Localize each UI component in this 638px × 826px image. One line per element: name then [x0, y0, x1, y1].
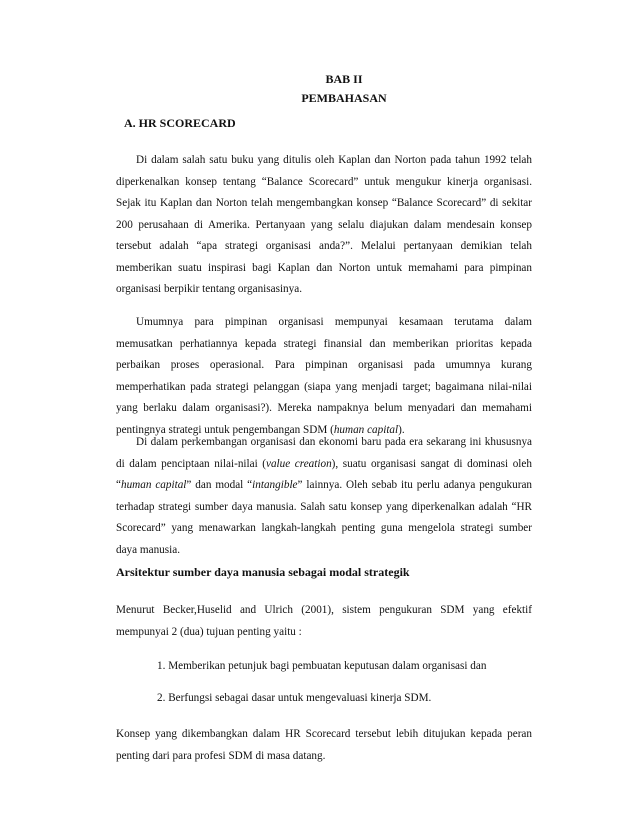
chapter-heading	[0, 70, 638, 108]
paragraph-1	[116, 150, 532, 301]
paragraph-2-end: ).	[398, 423, 405, 436]
list-item: 2. Berfungsi sebagai dasar untuk mengevaluasi kinerja SDM.	[157, 692, 432, 704]
paragraph-5-text: Konsep yang dikembangkan dalam HR Scorecard tersebut lebih ditujukan kepada peran penting dari para profesi SDM di masa datang.	[116, 728, 532, 762]
paragraph-3-emphasis-3: intangible	[252, 479, 298, 491]
subheading: Arsitektur sumber daya manusia sebagai modal strategik	[116, 565, 410, 579]
paragraph-2	[116, 312, 532, 441]
paragraph-3-part-d: ” lainnya. Oleh sebab itu perlu adanya pengukuran terhadap strategi sumber daya manusia. Salah satu konsep yang diperkenalkan adalah “HR Scorecard” yang menawarkan langkah-langkah penting guna mengelola strategi sumber daya manusia.	[116, 479, 533, 556]
paragraph-2-emphasis: human capital	[333, 423, 399, 436]
paragraph-5	[116, 724, 532, 767]
paragraph-3-part-a: Di dalam perkembangan organisasi dan ekonomi baru pada era sekarang ini khususnya di dalam penciptaan nilai-nilai (	[116, 436, 532, 470]
paragraph-3	[116, 432, 532, 561]
paragraph-1-text: Di dalam salah satu buku yang ditulis oleh Kaplan dan Norton pada tahun 1992 telah diperkenalkan konsep tentang “Balance Scorecard” untuk mengukur kinerja organisasi. Sejak itu Kaplan dan Norton telah mengembangkan konsep “Balance Scorecard” di sekitar 200 perusahaan di Amerika. Pertanyaan yang selalu diajukan dalam mendesain konsep tersebut adalah “apa strategi organisasi anda?”. Melalui pertanyaan demikian telah memberikan suatu inspirasi bagi Kaplan dan Norton untuk memahami para pimpinan organisasi berpikir tentang organisasinya.	[116, 154, 532, 295]
chapter-title: PEMBAHASAN	[301, 91, 387, 105]
list-item: 1. Memberikan petunjuk bagi pembuatan keputusan dalam organisasi dan	[157, 660, 487, 672]
paragraph-4	[116, 600, 532, 643]
paragraph-2-text: Umumnya para pimpinan organisasi mempunyai kesamaan terutama dalam memusatkan perhatiannya kepada strategi finansial dan memberikan prioritas kepada perbaikan proses operasional. Para pimpinan organisasi pada umumnya kurang memperhatikan pada strategi pelanggan (siapa yang menjadi target; bagaimana nilai-nilai yang berlaku dalam organisasi?). Mereka nampaknya belum menyadari dan memahami pentingnya strategi untuk pengembangan SDM (	[116, 316, 532, 436]
paragraph-4-text: Menurut Becker,Huselid and Ulrich (2001), sistem pengukuran SDM yang efektif mempunyai 2 (dua) tujuan penting yaitu :	[116, 604, 532, 638]
paragraph-3-part-b: ), suatu organisasi sangat di dominasi oleh “	[116, 457, 532, 491]
section-title: A. HR SCORECARD	[124, 116, 236, 130]
paragraph-3-part-c: ” dan modal “	[186, 479, 253, 491]
paragraph-3-emphasis-1: value creation	[266, 457, 332, 470]
chapter-number: BAB II	[325, 72, 363, 86]
paragraph-3-emphasis-2: human capital	[120, 479, 187, 491]
